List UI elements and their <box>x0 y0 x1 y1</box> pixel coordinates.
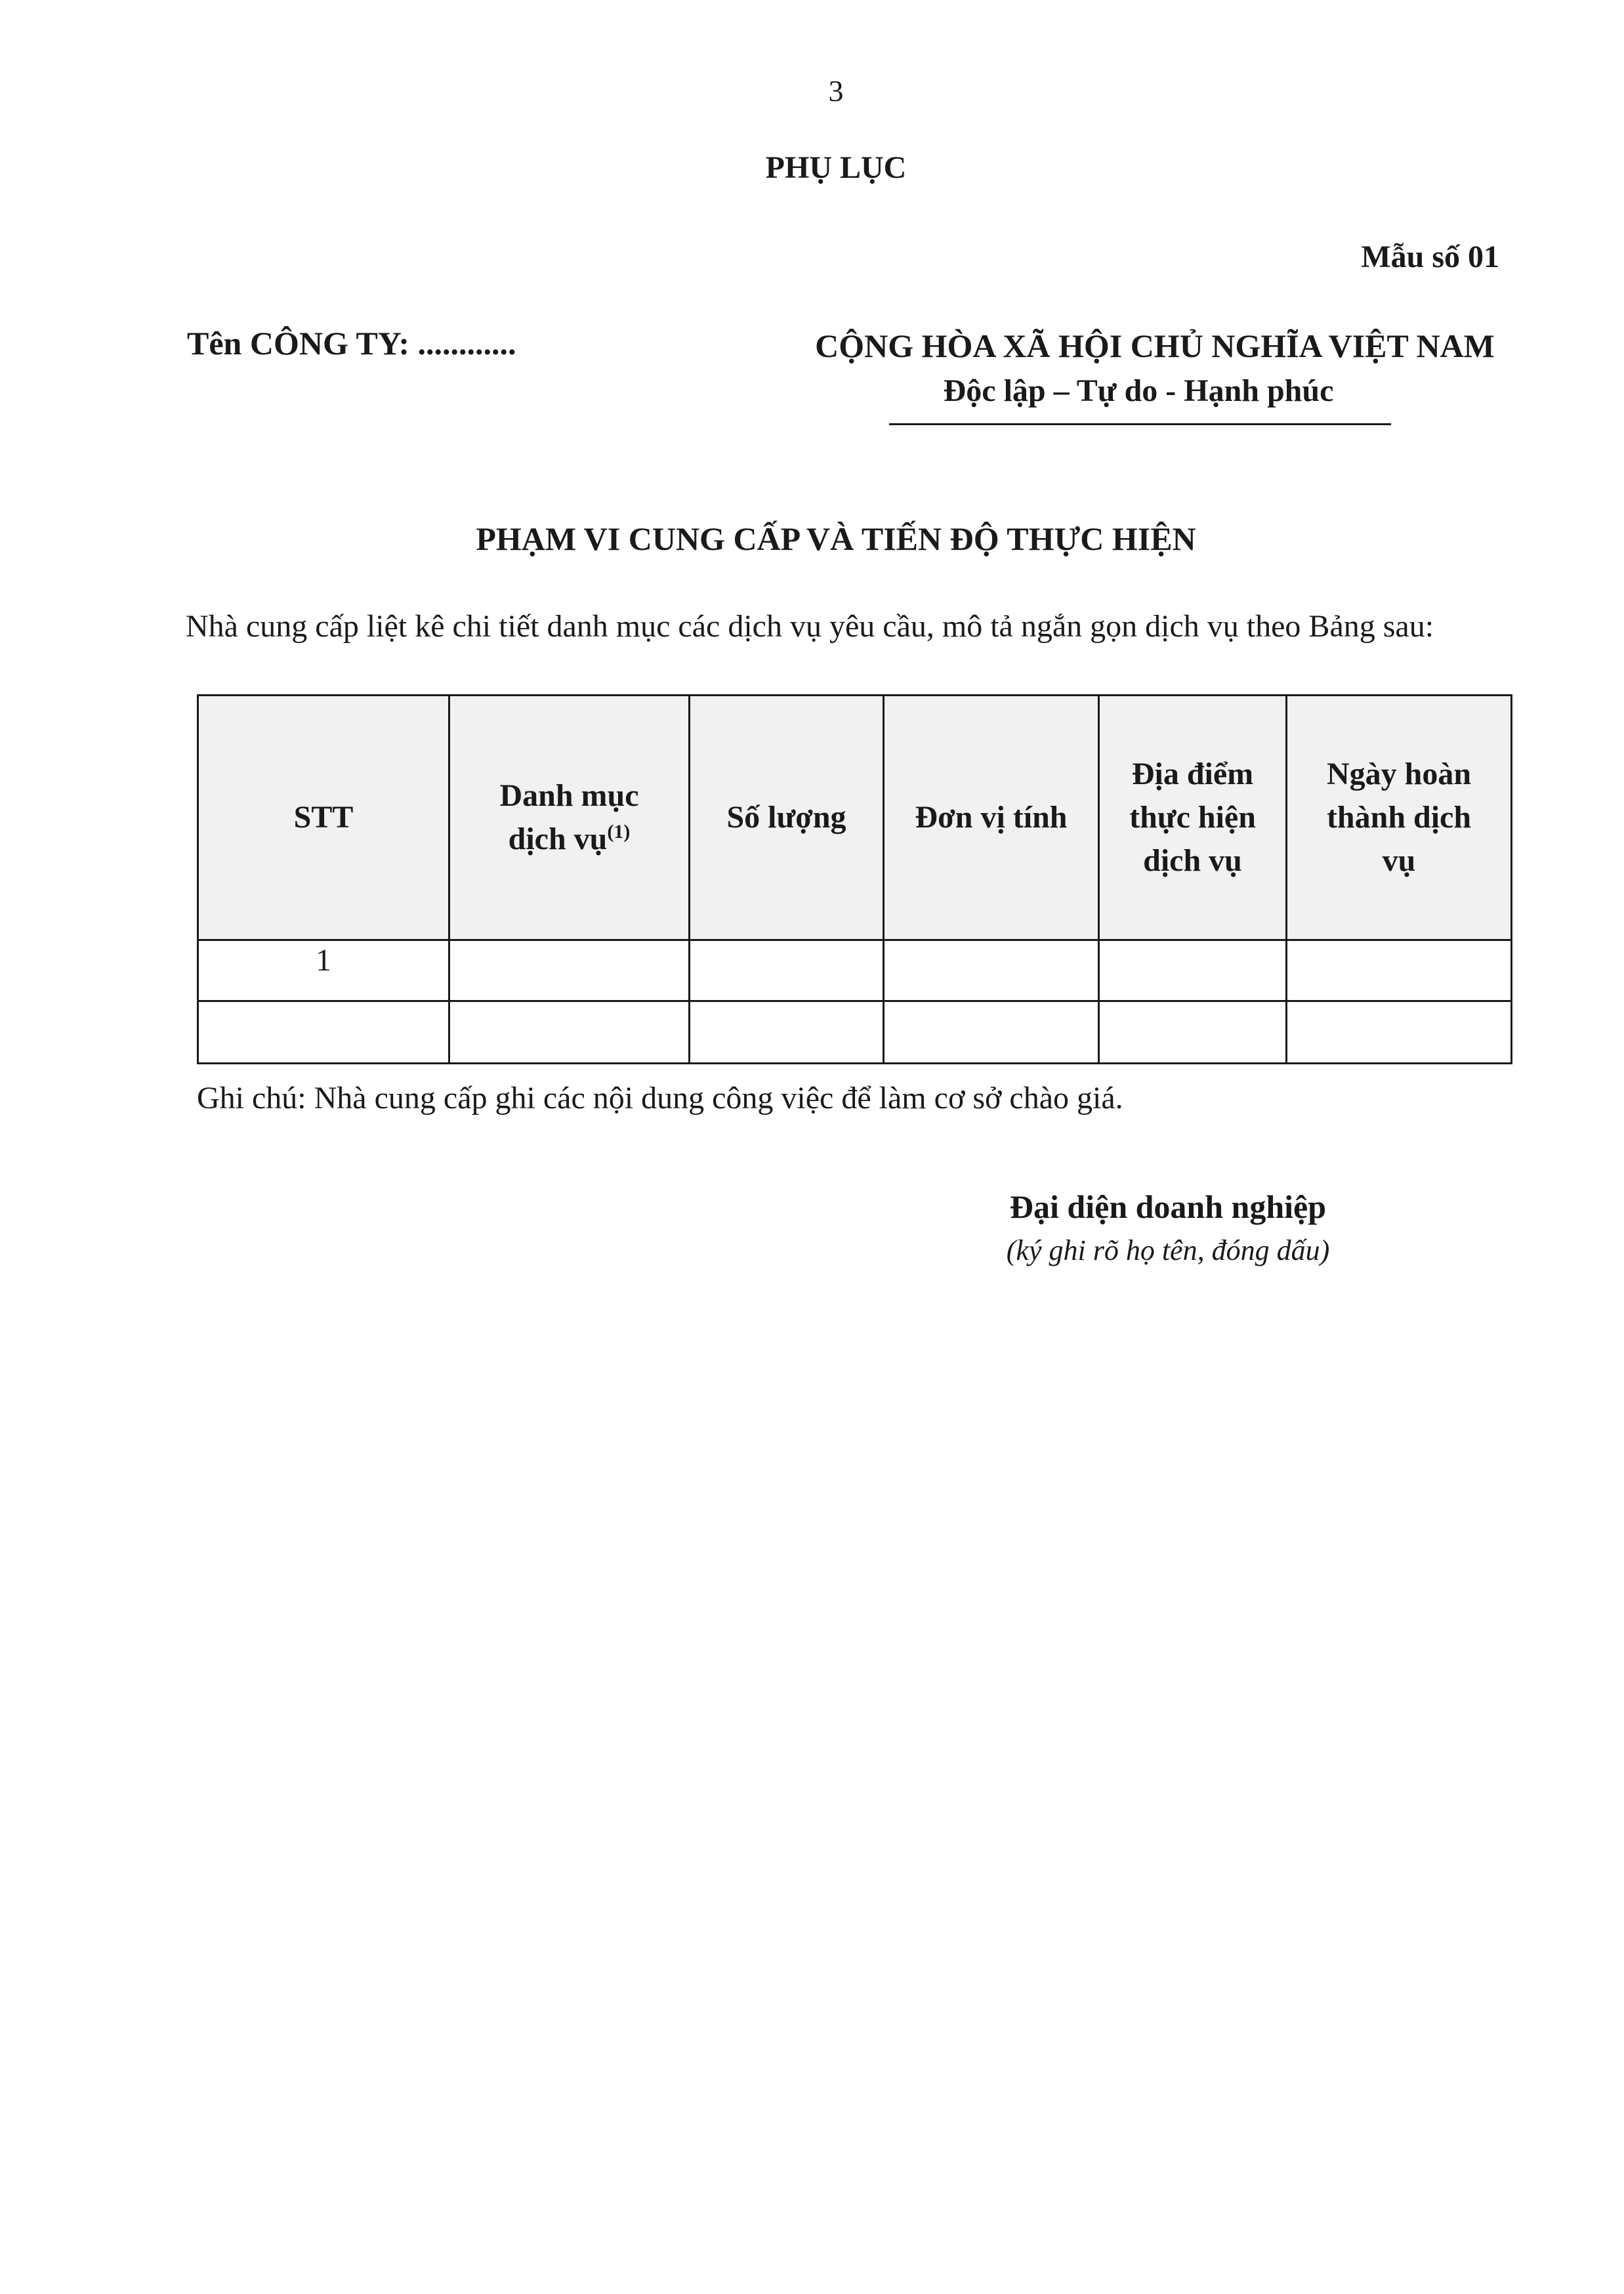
column-header-stt: STT <box>198 696 449 940</box>
table-header-row <box>198 696 1512 940</box>
table-cell: 1 <box>198 940 449 1001</box>
column-header-service-list: Danh mục dịch vụ$^{(1)}$ <box>449 696 690 940</box>
table-cell <box>690 940 884 1001</box>
page-number: 3 <box>828 74 844 108</box>
column-header-completion-date: Ngày hoàn thành dịch vụ <box>1287 696 1512 940</box>
table-row <box>198 940 1512 1001</box>
table-cell <box>449 940 690 1001</box>
signature-instruction: (ký ghi rõ họ tên, đóng dấu) <box>1006 1234 1330 1266</box>
intro-text: Nhà cung cấp liệt kê chi tiết danh mục các dịch vụ yêu cầu, mô tả ngắn gọn dịch vụ theo Bảng sau: <box>186 609 1434 644</box>
table-cell <box>1287 940 1512 1001</box>
table-cell <box>449 1001 690 1064</box>
form-number: Mẫu số 01 <box>1361 240 1499 274</box>
table-row <box>198 1001 1512 1064</box>
table-cell <box>1099 1001 1287 1064</box>
section-title: PHẠM VI CUNG CẤP VÀ TIẾN ĐỘ THỰC HIỆN <box>476 520 1196 557</box>
table-cell <box>198 1001 449 1064</box>
table-cell <box>690 1001 884 1064</box>
column-header-quantity: Số lượng <box>690 696 884 940</box>
table-cell <box>1287 1001 1512 1064</box>
service-scope-table <box>197 694 1512 1064</box>
footnote-marker: (1) <box>607 821 631 843</box>
national-title: CỘNG HÒA XÃ HỘI CHỦ NGHĨA VIỆT NAM <box>815 327 1495 364</box>
national-motto: Độc lập – Tự do - Hạnh phúc <box>943 373 1334 408</box>
table-cell <box>884 940 1099 1001</box>
motto-underline <box>889 423 1391 425</box>
table-cell <box>884 1001 1099 1064</box>
company-name-field: Tên CÔNG TY: ............ <box>187 325 516 362</box>
table-cell <box>1099 940 1287 1001</box>
column-header-unit: Đơn vị tính <box>884 696 1099 940</box>
note-text: Ghi chú: Nhà cung cấp ghi các nội dung công việc để làm cơ sở chào giá. <box>197 1081 1123 1116</box>
signature-title: Đại diện doanh nghiệp <box>1009 1188 1327 1225</box>
column-header-location: Địa điểm thực hiện dịch vụ <box>1099 696 1287 940</box>
appendix-title: PHỤ LỤC <box>765 150 907 185</box>
